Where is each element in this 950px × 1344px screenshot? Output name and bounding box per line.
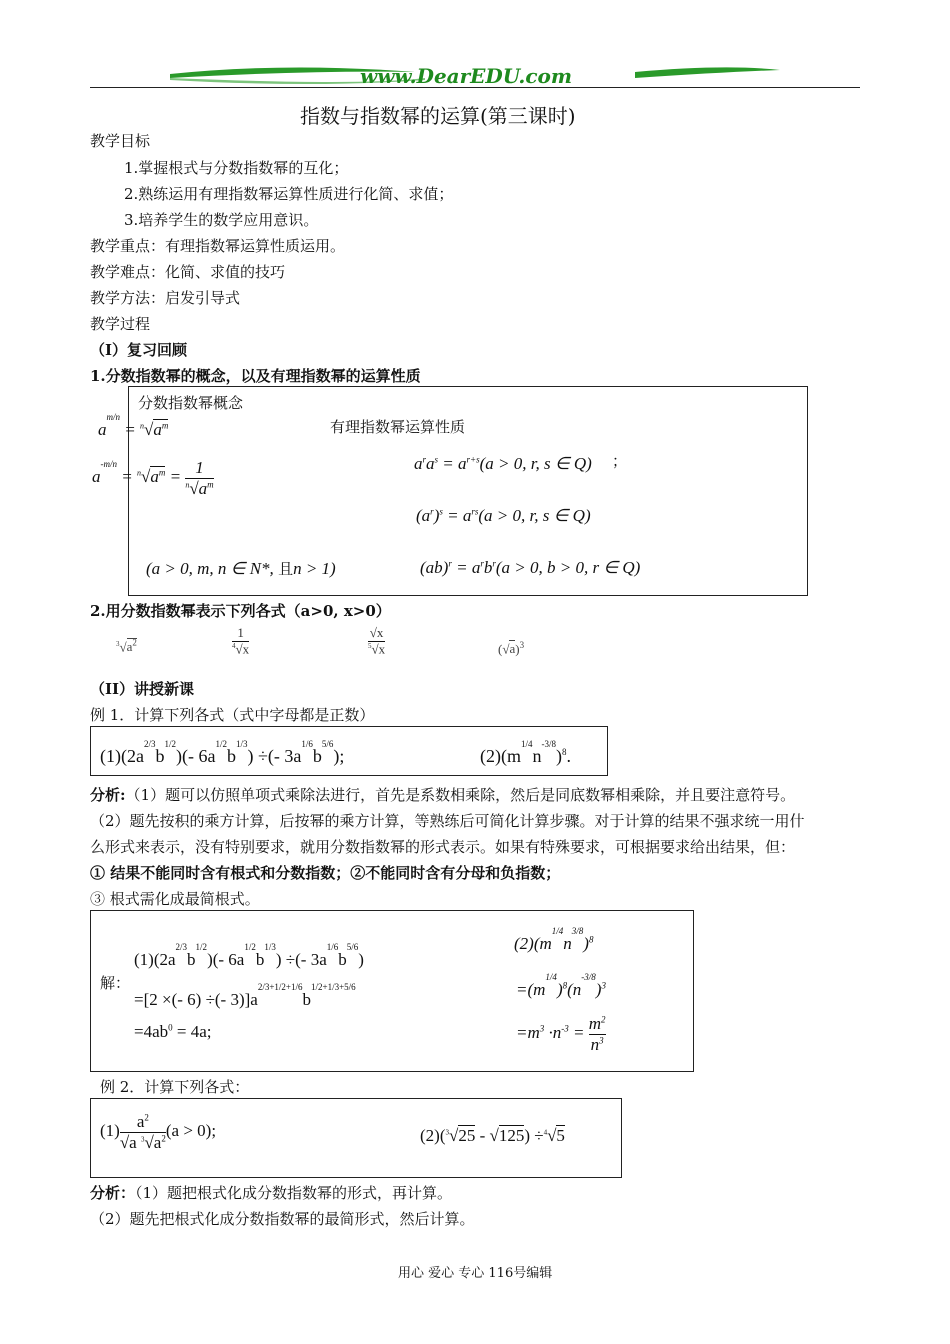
formula-property-2: $(a^r)^s = a^{rs}(a > 0$, r, s ∈ Q) [416,506,591,525]
rule-1-2: ① 结果不能同时含有根式和分数指数；②不能同时含有分母和负指数； [90,864,561,882]
solution-2-line-3: $=m^3 \cdot n^{-3}$ = $\frac{m^2}{n^3}$ [516,1014,606,1054]
header-logo-text: www.DearEDU.com [360,64,573,88]
solution-label: 解： [100,974,131,992]
goal-2: 2.熟练运用有理指数幂运算性质进行化简、求值； [124,185,454,203]
process-heading: 教学过程 [90,315,151,333]
example-2-expr-1: (1) $\frac{a^2}{√a ^3√a^2}$ (a > 0); [100,1112,217,1152]
box1-semicolon: ； [612,452,628,470]
goal-3: 3.培养学生的数学应用意识。 [124,211,319,229]
analysis-3: 么形式来表示，没有特别要求，就用分数指数幂的形式表示。如果有特殊要求，可根据要求给出结果，但： [90,838,796,856]
analysis-1-text: （1）题可以仿照单项式乘除法进行，首先是系数相乘除，然后是同底数幂相乘除，并且要注意符号。 [125,786,796,804]
solution-2-line-2: $=(m^{1/4})^8(n^{-3/8})^3$ [516,972,606,999]
method: 教学方法：启发引导式 [90,289,241,307]
key-point: 教学重点：有理指数幂运算性质运用。 [90,237,346,255]
difficulty: 教学难点：化简、求值的技巧 [90,263,286,281]
goals-heading: 教学目标 [90,132,151,150]
box1-right-title: 有理指数幂运算性质 [330,418,466,436]
solution-2-line-1: $(2)(m^{1/4}n^{3/8})^8$ [514,926,594,953]
header-rule [90,87,860,88]
rule-3: ③ 根式需化成最简根式。 [90,890,260,908]
formula-condition: (a > 0, m, n ∈ N*, 且n > 1) [146,559,336,578]
analysis-2: （2）题先按积的乘方计算，后按幂的乘方计算，等熟练后可简化计算步骤。对于计算的结果不强求统一用什 [90,812,805,830]
exercise-expr-3: $\frac{√x}{^5√x}$ [368,625,386,657]
analysis-b-2: （2）题先把根式化成分数指数幂的最简形式，然后计算。 [90,1210,475,1228]
solution-1-line-1: $(1)(2a^{2/3}b^{1/2})(-$ $6a^{1/2}b^{1/3}$) ÷(- $3a^{1/6}b^{5/6}$) [134,942,364,969]
example-2-heading: 例 2．计算下列各式： [100,1078,250,1096]
example-1-expr-2: $(2)(m^{1/4}n^{-3/8})^8$. [480,739,571,766]
analysis-b-1 [90,1182,452,1203]
example-1-expr-1: $(1)(2a^{2/3}b^{1/2})(-$ $6a^{1/2}b^{1/3}$) ÷(- $3a^{1/6}b^{5/6}$); [100,739,345,766]
analysis-1 [90,784,795,805]
exercise-expr-1: $^3√a^2$ [116,638,137,655]
box1-left-title: 分数指数幂概念 [138,394,244,412]
solution-1-line-2: =[2 ×(- 6) ÷(- $3)]a^{2/3+1/2+1/6}b^{1/2+1/3+5/6}$ [134,982,356,1009]
analysis-b-1-text: （1）题把根式化成分数指数幂的形式，再计算。 [135,1184,453,1202]
footer-text: 用心 爱心 专心 116号编辑 [398,1266,553,1281]
section-1-heading: （I）复习回顾 [90,341,188,359]
formula-property-3: $(ab)^r = a^rb^r(a > 0$, b > 0, r ∈ Q) [420,558,641,577]
exercise-expr-2: $\frac{1}{^4√x}$ [232,625,250,657]
formula-root-definition: $a^{m/n} = ^n√a^m$ [98,412,169,439]
section-2-heading: （II）讲授新课 [90,680,195,698]
formula-property-1: $a^ra^s = a^{r+s}(a > 0$, r, s ∈ Q) [414,454,592,473]
formula-negative-exponent: $a^{-m/n} = ^n√a^m$ = $\frac{1}{^n√a^m}$ [92,458,214,498]
analysis-b-label: 分析： [90,1184,136,1202]
page-title: 指数与指数幂的运算(第三课时) [300,104,576,128]
solution-1-line-3: $=4ab^0 = 4a$; [134,1022,212,1041]
exercise-expr-4: $(√a)^3$ [498,640,525,657]
example-2-expr-2: (2)($^3$√25 - √125) ÷$^4$√5 [420,1126,565,1145]
goal-1: 1.掌握根式与分数指数幂的互化； [124,159,349,177]
example-1-heading: 例 1．计算下列各式（式中字母都是正数） [90,706,375,724]
analysis-label: 分析: [90,786,126,804]
item-2-heading: 2.用分数指数幂表示下列各式（a>0, x>0） [90,602,391,620]
item-1-heading: 1.分数指数幂的概念，以及有理指数幂的运算性质 [90,367,421,385]
